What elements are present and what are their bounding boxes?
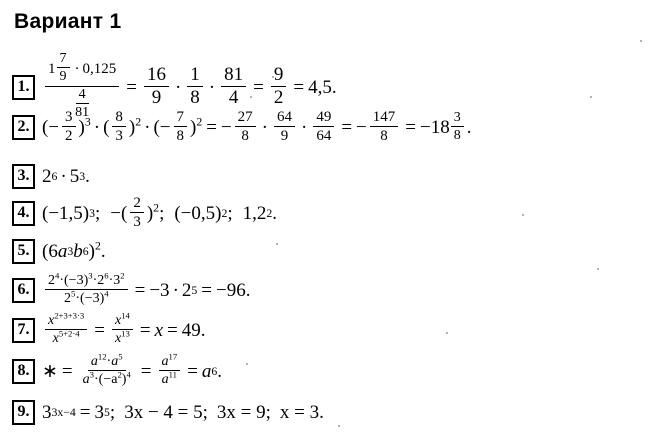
exponent: 2 xyxy=(153,201,160,215)
fraction-denominator xyxy=(50,330,83,346)
term: (−0,5) xyxy=(174,202,222,224)
variable: a xyxy=(161,372,169,388)
scan-speck xyxy=(522,214,524,216)
problem-number: 4. xyxy=(12,201,35,226)
exponent: 2 xyxy=(196,115,203,129)
problem-7 xyxy=(12,310,206,347)
fraction-numerator: $2^4\cdot(-3)^3\cdot 2^6\cdot 3^2$ xyxy=(45,273,128,290)
problem-number: 5. xyxy=(12,239,35,264)
base: 2 xyxy=(48,273,55,288)
problem-number: 1. xyxy=(12,75,35,100)
problem-2 xyxy=(12,110,471,145)
fraction-numerator: 1 xyxy=(187,65,203,88)
base: 3 xyxy=(42,401,52,423)
step-2: 3x = 9; xyxy=(216,401,271,423)
problem-number: 6. xyxy=(12,278,35,303)
variable: x xyxy=(48,313,55,328)
variable: a xyxy=(90,354,98,369)
exponent: 14 xyxy=(121,310,130,321)
step-3: x = 3. xyxy=(279,401,324,423)
exponent: 2 xyxy=(120,270,125,281)
scan-speck xyxy=(446,332,448,334)
fraction-numerator: 81 xyxy=(221,65,246,88)
exponent: 3 xyxy=(89,369,94,380)
mixed-whole: 1 xyxy=(48,60,56,77)
fraction-numerator: 49 xyxy=(313,109,334,127)
variable: x xyxy=(52,331,59,347)
scan-speck xyxy=(338,425,340,427)
problem-expression: $\frac{2^4\cdot(-3)^3\cdot 2^6\cdot 3^2}{2^5\cdot(-3)^4}$ = −3 · 2 5 = −96. xyxy=(42,274,250,307)
problem-6 xyxy=(12,270,251,307)
mixed-denominator: 9 xyxy=(59,69,67,85)
fraction-denominator xyxy=(159,371,180,387)
variable: a xyxy=(161,354,169,369)
outer-den-den: 81 xyxy=(75,105,90,121)
exponent: 5+2·4 xyxy=(58,328,80,339)
term: (−1,5) xyxy=(42,202,90,224)
base: 2 xyxy=(64,291,72,307)
base: 2 xyxy=(42,165,52,187)
problem-number: 9. xyxy=(12,400,35,425)
fraction-numerator: 147 xyxy=(370,109,399,127)
variable: a xyxy=(201,360,212,382)
base: 2 xyxy=(181,279,192,301)
fraction-denominator: 3 xyxy=(133,214,141,231)
problem-9 xyxy=(12,400,324,425)
fraction-numerator: 16 xyxy=(144,65,169,88)
decimal-factor: 0,125 xyxy=(82,60,117,77)
final-answer: 49. xyxy=(181,319,206,341)
exponent: 3 xyxy=(88,270,93,281)
problem-expression: (−1,5) 3 ; −( $\frac{2}{3}$ )$^2$; (−0,5) 2 ; 1,2 2 . xyxy=(42,195,278,231)
fraction-numerator: 2 xyxy=(130,195,144,213)
fraction-denominator: 9 xyxy=(280,128,289,145)
mixed-numerator: 7 xyxy=(57,51,70,68)
mixed-denominator: 8 xyxy=(453,128,461,144)
variable: b xyxy=(73,240,83,262)
star-symbol: ∗ xyxy=(42,361,58,383)
open-paren-neg: (−a xyxy=(98,372,118,388)
base: 3 xyxy=(94,401,105,423)
base: 2 xyxy=(97,273,105,288)
problem-expression: 1 $\frac{7}{9}$ · 0,125 $\frac{4}{81}$ = $\frac{16}{9}$ · $\frac{1}{8}$ · $\frac{81}{4}$ = $\frac{9}{2}$ = 4,5. xyxy=(42,53,337,122)
scan-speck xyxy=(640,40,642,42)
exponent: 2 xyxy=(135,115,142,129)
exponent: 11 xyxy=(168,369,178,380)
page-title: Вариант 1 xyxy=(14,10,122,33)
fraction-numerator: $a^{12}\cdot a^5$ xyxy=(88,354,126,371)
result-term: −3 xyxy=(149,279,170,301)
base: (−3) xyxy=(80,291,105,307)
fraction-numerator: 27 xyxy=(235,109,256,127)
final-answer: −96. xyxy=(216,279,251,301)
problem-8 xyxy=(12,351,223,388)
fraction-denominator: 8 xyxy=(176,128,185,145)
fraction-denominator: 4 xyxy=(228,87,239,109)
fraction-denominator: 9 xyxy=(151,87,162,109)
variable: x xyxy=(154,319,163,341)
fraction-numerator: 3 xyxy=(62,109,76,127)
problem-expression: ( 6 a 3 b 6 )$^2$. xyxy=(42,239,106,262)
fraction-denominator: $a^3\cdot(-a^2)^4$ xyxy=(82,369,131,388)
scan-speck xyxy=(276,243,278,245)
scan-speck xyxy=(590,96,592,98)
final-answer: 4,5. xyxy=(308,76,337,98)
fraction-denominator: 8 xyxy=(241,128,249,145)
exponent: 6 xyxy=(104,270,109,281)
exponent: 4 xyxy=(104,288,109,299)
problem-expression: 3 3x−4 = 3 5 ; 3x − 4 = 5; 3x = 9; x = 3. xyxy=(42,401,324,423)
outer-den-num: 4 xyxy=(76,87,89,104)
result-denominator: 2 xyxy=(273,87,284,109)
scan-speck xyxy=(246,363,248,365)
step-1: 3x − 4 = 5; xyxy=(124,401,208,423)
exponent: 4 xyxy=(55,270,60,281)
mixed-whole: 18 xyxy=(430,116,450,138)
fraction-denominator: 8 xyxy=(190,87,200,109)
term: 1,2 xyxy=(242,202,267,224)
problem-4 xyxy=(12,196,277,231)
fraction-denominator: 2 xyxy=(65,128,73,145)
problem-3 xyxy=(12,164,90,189)
fraction-denominator: 3 xyxy=(115,128,123,145)
problem-number: 3. xyxy=(12,164,35,189)
exponent: 3 xyxy=(84,115,91,129)
exponent: 2+3+3·3 xyxy=(54,310,85,321)
fraction-numerator: 8 xyxy=(112,109,126,127)
fraction-denominator: 8 xyxy=(380,128,388,145)
fraction-denominator: 64 xyxy=(316,128,332,145)
exponent: 4 xyxy=(126,369,131,380)
variable: a xyxy=(57,240,68,262)
problem-number: 2. xyxy=(12,115,35,140)
base: (−3) xyxy=(64,273,89,288)
problem-expression: (− $\frac{3}{2}$ )$^3$ · ( $\frac{8}{3}$ )$^2$ · (− $\frac{7}{8}$ )$^2$ = − $\frac{27}{8}$ · $\frac{64}{9}$ · $\frac{49}{64}$ = − $\frac{147}{8}$ = − 18 $\frac{3}{8}$ . xyxy=(42,109,472,145)
problem-number: 7. xyxy=(12,318,35,343)
coefficient: 6 xyxy=(48,240,58,262)
base: 3 xyxy=(113,273,121,288)
fraction-denominator xyxy=(112,330,133,346)
exponent: 12 xyxy=(97,351,107,362)
problem-number: 8. xyxy=(12,359,35,384)
problem-expression: $\frac{x^{2+3+3\cdot 3}}{x^{5+2\cdot 4}}$ = $\frac{x^{14}}{x^{13}}$ = x = 49. xyxy=(42,314,205,347)
fraction-denominator: $2^5\cdot(-3)^4$ xyxy=(64,288,109,307)
problem-expression: 2 6 · 5 3 . xyxy=(42,165,90,187)
exponent: 2 xyxy=(117,369,122,380)
variable: a xyxy=(82,372,90,388)
mixed-numerator: 3 xyxy=(451,110,464,127)
exponent: 5 xyxy=(71,288,76,299)
exponent: 2 xyxy=(94,239,101,253)
base: 5 xyxy=(69,165,80,187)
result-numerator: 9 xyxy=(271,65,287,88)
variable: x xyxy=(114,313,122,328)
problem-5 xyxy=(12,239,106,264)
variable: a xyxy=(111,354,119,369)
fraction-numerator: 64 xyxy=(274,109,295,127)
exponent: 17 xyxy=(168,351,178,362)
exponent: 5 xyxy=(118,351,123,362)
variable: x xyxy=(114,331,122,347)
exponent: 13 xyxy=(121,328,130,339)
scan-speck xyxy=(597,268,599,270)
fraction-numerator: 7 xyxy=(174,109,188,127)
problem-expression: ∗ = $\frac{a^{12}\cdot a^5}{a^3\cdot(-a^2)^4}$ = $\frac{a^{17}}{a^{11}}$ = a 6 . xyxy=(42,351,223,388)
